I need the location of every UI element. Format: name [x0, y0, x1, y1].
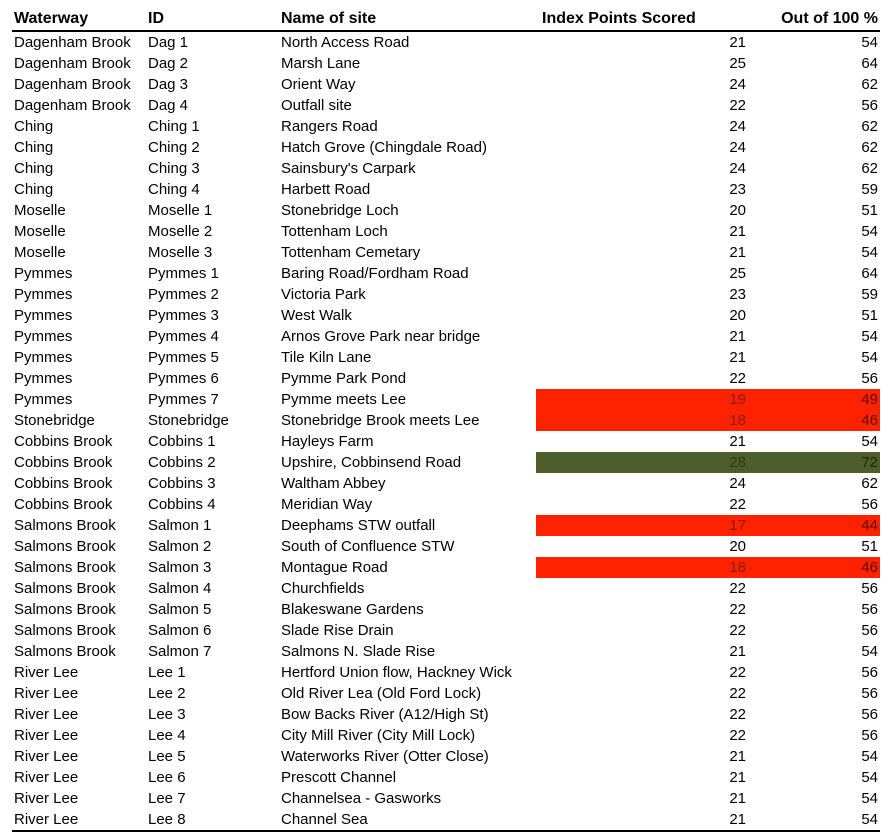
cell-waterway: Dagenham Brook: [14, 55, 131, 72]
cell-out-of-100: 54: [861, 790, 878, 807]
cell-site: Tottenham Cemetary: [281, 244, 421, 261]
cell-out-of-100: 56: [861, 664, 878, 681]
cell-index-points: 20: [729, 202, 746, 219]
cell-out-of-100: 54: [861, 244, 878, 261]
waterway-index-table: [12, 8, 880, 832]
cell-id: Stonebridge: [148, 412, 229, 429]
cell-out-of-100: 54: [861, 769, 878, 786]
cell-index-points: 22: [729, 496, 746, 513]
table-row: [12, 431, 880, 452]
cell-site: Old River Lea (Old Ford Lock): [281, 685, 482, 702]
cell-out-of-100: 49: [754, 389, 880, 410]
cell-out-of-100: 56: [861, 727, 878, 744]
cell-site: Slade Rise Drain: [281, 622, 394, 639]
cell-id: Pymmes 1: [148, 265, 219, 282]
cell-id: Dag 3: [148, 76, 189, 93]
cell-out-of-100: 62: [861, 139, 878, 156]
cell-waterway: Dagenham Brook: [14, 97, 131, 114]
cell-out-of-100: 54: [861, 223, 878, 240]
cell-out-of-100: 54: [861, 328, 878, 345]
cell-index-points: 24: [729, 139, 746, 156]
cell-index-points: 17: [536, 515, 754, 536]
cell-index-points: 22: [729, 727, 746, 744]
cell-out-of-100: 54: [861, 748, 878, 765]
cell-id: Ching 1: [148, 118, 200, 135]
cell-site: Meridian Way: [281, 496, 373, 513]
cell-index-points: 24: [729, 160, 746, 177]
cell-id: Pymmes 5: [148, 349, 219, 366]
cell-id: Lee 2: [148, 685, 186, 702]
cell-site: Orient Way: [281, 76, 356, 93]
cell-site: Tottenham Loch: [281, 223, 388, 240]
cell-site: Victoria Park: [281, 286, 366, 303]
cell-waterway: Moselle: [14, 244, 66, 261]
cell-out-of-100: 56: [861, 685, 878, 702]
cell-waterway: Pymmes: [14, 391, 73, 408]
cell-waterway: Salmons Brook: [14, 601, 116, 618]
cell-index-points: 25: [729, 55, 746, 72]
cell-waterway: River Lee: [14, 727, 79, 744]
cell-waterway: Dagenham Brook: [14, 76, 131, 93]
table-row: [12, 31, 880, 53]
cell-id: Moselle 3: [148, 244, 213, 261]
cell-site: Rangers Road: [281, 118, 378, 135]
cell-waterway: Cobbins Brook: [14, 475, 113, 492]
table-row: [12, 242, 880, 263]
cell-site: Prescott Channel: [281, 769, 397, 786]
cell-index-points: 21: [729, 244, 746, 261]
cell-site: Hayleys Farm: [281, 433, 374, 450]
cell-waterway: Ching: [14, 160, 54, 177]
cell-out-of-100: 54: [861, 34, 878, 51]
cell-index-points: 22: [729, 664, 746, 681]
cell-id: Moselle 1: [148, 202, 213, 219]
cell-id: Salmon 3: [148, 559, 212, 576]
table-row: [12, 620, 880, 641]
table-row: [12, 284, 880, 305]
cell-waterway: Salmons Brook: [14, 643, 116, 660]
table-row: [12, 158, 880, 179]
cell-index-points: 28: [536, 452, 754, 473]
cell-id: Lee 6: [148, 769, 186, 786]
cell-waterway: Ching: [14, 181, 54, 198]
cell-id: Cobbins 1: [148, 433, 216, 450]
cell-site: Waterworks River (Otter Close): [281, 748, 489, 765]
cell-id: Cobbins 2: [148, 454, 216, 471]
cell-out-of-100: 51: [861, 538, 878, 555]
cell-out-of-100: 62: [861, 475, 878, 492]
cell-site: West Walk: [281, 307, 352, 324]
header-row: [12, 8, 880, 31]
cell-index-points: 20: [729, 538, 746, 555]
cell-out-of-100: 56: [861, 706, 878, 723]
cell-out-of-100: 72: [754, 452, 880, 473]
cell-index-points: 23: [729, 286, 746, 303]
cell-out-of-100: 54: [861, 643, 878, 660]
cell-out-of-100: 51: [861, 202, 878, 219]
cell-index-points: 24: [729, 475, 746, 492]
cell-waterway: Salmons Brook: [14, 517, 116, 534]
cell-site: Arnos Grove Park near bridge: [281, 328, 481, 345]
cell-id: Cobbins 4: [148, 496, 216, 513]
cell-id: Dag 4: [148, 97, 189, 114]
cell-out-of-100: 56: [861, 97, 878, 114]
cell-site: Channel Sea: [279, 809, 536, 831]
cell-index-points: 21: [536, 809, 754, 831]
cell-id: Ching 3: [148, 160, 200, 177]
cell-id: Lee 8: [146, 809, 279, 831]
cell-index-points: 22: [729, 370, 746, 387]
table-row: [12, 326, 880, 347]
cell-index-points: 24: [729, 118, 746, 135]
table-row: [12, 368, 880, 389]
cell-waterway: Moselle: [14, 202, 66, 219]
cell-id: Cobbins 3: [148, 475, 216, 492]
cell-waterway: Stonebridge: [14, 412, 95, 429]
header-out-of-100: Out of 100 %: [754, 8, 880, 31]
table-row: [12, 557, 880, 578]
cell-id: Ching 2: [148, 139, 200, 156]
cell-out-of-100: 56: [861, 580, 878, 597]
table-row: [12, 95, 880, 116]
cell-out-of-100: 54: [861, 433, 878, 450]
cell-index-points: 22: [729, 580, 746, 597]
cell-site: Sainsbury's Carpark: [281, 160, 416, 177]
cell-out-of-100: 62: [861, 76, 878, 93]
cell-id: Lee 1: [148, 664, 186, 681]
cell-id: Lee 3: [148, 706, 186, 723]
cell-index-points: 21: [729, 433, 746, 450]
table-row: [12, 74, 880, 95]
table-row: [12, 746, 880, 767]
cell-waterway: Dagenham Brook: [14, 34, 131, 51]
cell-id: Salmon 1: [148, 517, 212, 534]
cell-out-of-100: 62: [861, 160, 878, 177]
cell-site: Stonebridge Loch: [281, 202, 399, 219]
cell-site: City Mill River (City Mill Lock): [281, 727, 476, 744]
table-row: [12, 137, 880, 158]
cell-site: North Access Road: [281, 34, 410, 51]
cell-index-points: 18: [536, 557, 754, 578]
cell-index-points: 18: [536, 410, 754, 431]
cell-waterway: River Lee: [14, 706, 79, 723]
cell-out-of-100: 62: [861, 118, 878, 135]
cell-out-of-100: 64: [861, 265, 878, 282]
cell-waterway: Pymmes: [14, 370, 73, 387]
cell-out-of-100: 56: [861, 496, 878, 513]
spreadsheet: [12, 8, 880, 832]
cell-out-of-100: 46: [754, 557, 880, 578]
cell-waterway: Pymmes: [14, 349, 73, 366]
cell-id: Salmon 7: [148, 643, 212, 660]
cell-waterway: Pymmes: [14, 307, 73, 324]
cell-site: Deephams STW outfall: [281, 517, 436, 534]
cell-waterway: River Lee: [14, 748, 79, 765]
cell-id: Salmon 6: [148, 622, 212, 639]
cell-id: Dag 1: [148, 34, 189, 51]
cell-out-of-100: 56: [861, 622, 878, 639]
cell-site: Baring Road/Fordham Road: [281, 265, 469, 282]
cell-site: South of Confluence STW: [281, 538, 455, 555]
cell-waterway: Ching: [14, 118, 54, 135]
cell-site: Marsh Lane: [281, 55, 361, 72]
cell-site: Pymme meets Lee: [281, 391, 407, 408]
cell-out-of-100: 44: [754, 515, 880, 536]
table-row: [12, 494, 880, 515]
cell-site: Outfall site: [281, 97, 352, 114]
table-row: [12, 179, 880, 200]
cell-index-points: 22: [729, 685, 746, 702]
cell-id: Ching 4: [148, 181, 200, 198]
cell-index-points: 21: [729, 349, 746, 366]
cell-index-points: 21: [729, 328, 746, 345]
table-row: [12, 389, 880, 410]
table-body: [12, 31, 880, 831]
cell-index-points: 21: [729, 769, 746, 786]
cell-index-points: 21: [729, 748, 746, 765]
cell-site: Tile Kiln Lane: [281, 349, 372, 366]
cell-id: Dag 2: [148, 55, 189, 72]
table-row: [12, 599, 880, 620]
cell-id: Salmon 4: [148, 580, 212, 597]
table-row: [12, 53, 880, 74]
table-row: [12, 788, 880, 809]
cell-index-points: 25: [729, 265, 746, 282]
table-row: [12, 305, 880, 326]
table-row: [12, 473, 880, 494]
cell-waterway: Cobbins Brook: [14, 454, 113, 471]
cell-waterway: Salmons Brook: [14, 580, 116, 597]
cell-site: Channelsea - Gasworks: [281, 790, 442, 807]
cell-id: Salmon 5: [148, 601, 212, 618]
table-row: [12, 767, 880, 788]
cell-index-points: 22: [729, 97, 746, 114]
cell-waterway: Salmons Brook: [14, 538, 116, 555]
cell-site: Upshire, Cobbinsend Road: [281, 454, 462, 471]
cell-id: Pymmes 4: [148, 328, 219, 345]
table-row: [12, 662, 880, 683]
table-row: [12, 116, 880, 137]
cell-id: Lee 5: [148, 748, 186, 765]
cell-site: Stonebridge Brook meets Lee: [281, 412, 480, 429]
table-row: [12, 410, 880, 431]
cell-waterway: Pymmes: [14, 265, 73, 282]
cell-site: Montague Road: [281, 559, 388, 576]
cell-waterway: River Lee: [14, 664, 79, 681]
cell-waterway: Pymmes: [14, 286, 73, 303]
cell-index-points: 19: [536, 389, 754, 410]
table-row: [12, 809, 880, 831]
header-waterway: Waterway: [12, 8, 146, 31]
cell-waterway: Moselle: [14, 223, 66, 240]
table-row: [12, 200, 880, 221]
cell-id: Pymmes 3: [148, 307, 219, 324]
cell-out-of-100: 54: [861, 349, 878, 366]
table-row: [12, 452, 880, 473]
table-row: [12, 263, 880, 284]
cell-out-of-100: 59: [861, 181, 878, 198]
cell-site: Salmons N. Slade Rise: [281, 643, 436, 660]
cell-out-of-100: 64: [861, 55, 878, 72]
cell-site: Hertford Union flow, Hackney Wick: [281, 664, 512, 681]
header-index-points: Index Points Scored: [536, 8, 754, 31]
table-row: [12, 725, 880, 746]
cell-out-of-100: 54: [754, 809, 880, 831]
cell-waterway: Cobbins Brook: [14, 496, 113, 513]
cell-index-points: 22: [729, 601, 746, 618]
cell-waterway: Pymmes: [14, 328, 73, 345]
cell-waterway: Ching: [14, 139, 54, 156]
cell-index-points: 22: [729, 706, 746, 723]
cell-id: Moselle 2: [148, 223, 213, 240]
cell-index-points: 21: [729, 643, 746, 660]
cell-index-points: 24: [729, 76, 746, 93]
table-row: [12, 347, 880, 368]
cell-id: Pymmes 6: [148, 370, 219, 387]
header-id: ID: [146, 8, 279, 31]
cell-id: Lee 4: [148, 727, 186, 744]
cell-out-of-100: 56: [861, 370, 878, 387]
cell-site: Hatch Grove (Chingdale Road): [281, 139, 487, 156]
table-row: [12, 536, 880, 557]
cell-site: Churchfields: [281, 580, 365, 597]
cell-site: Pymme Park Pond: [281, 370, 407, 387]
table-row: [12, 221, 880, 242]
cell-id: Lee 7: [148, 790, 186, 807]
cell-index-points: 21: [729, 223, 746, 240]
cell-out-of-100: 59: [861, 286, 878, 303]
cell-site: Blakeswane Gardens: [281, 601, 424, 618]
cell-index-points: 22: [729, 622, 746, 639]
header-site: Name of site: [279, 8, 536, 31]
table-row: [12, 704, 880, 725]
cell-id: Salmon 2: [148, 538, 212, 555]
cell-site: Harbett Road: [281, 181, 371, 198]
cell-waterway: Salmons Brook: [14, 622, 116, 639]
cell-site: Bow Backs River (A12/High St): [281, 706, 489, 723]
cell-id: Pymmes 2: [148, 286, 219, 303]
cell-out-of-100: 51: [861, 307, 878, 324]
table-row: [12, 683, 880, 704]
cell-site: Waltham Abbey: [281, 475, 386, 492]
cell-waterway: River Lee: [12, 809, 146, 831]
cell-index-points: 23: [729, 181, 746, 198]
cell-waterway: River Lee: [14, 685, 79, 702]
cell-index-points: 21: [729, 790, 746, 807]
table-row: [12, 641, 880, 662]
cell-waterway: River Lee: [14, 769, 79, 786]
cell-waterway: Cobbins Brook: [14, 433, 113, 450]
cell-waterway: Salmons Brook: [14, 559, 116, 576]
cell-id: Pymmes 7: [148, 391, 219, 408]
cell-waterway: River Lee: [14, 790, 79, 807]
table-row: [12, 515, 880, 536]
cell-index-points: 20: [729, 307, 746, 324]
table-row: [12, 578, 880, 599]
cell-out-of-100: 46: [754, 410, 880, 431]
cell-out-of-100: 56: [861, 601, 878, 618]
cell-index-points: 21: [729, 34, 746, 51]
